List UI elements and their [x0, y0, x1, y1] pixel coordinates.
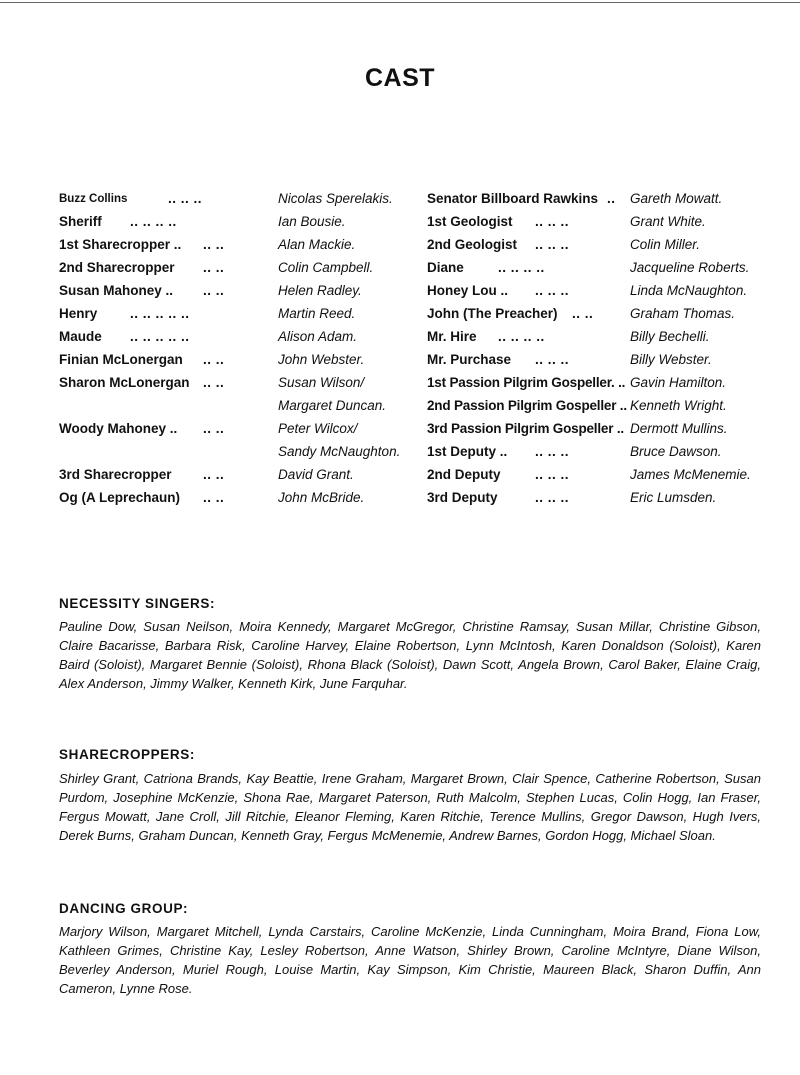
leader-dots: .. .. .. .. ..	[130, 306, 190, 321]
leader-dots: .. .. .. .. ..	[130, 329, 190, 344]
role-name: Finian McLonergan	[59, 352, 183, 367]
leader-dots: .. ..	[572, 306, 594, 321]
leader-dots: .. .. ..	[535, 467, 570, 482]
actor-name: Jacqueline Roberts.	[630, 260, 750, 275]
actor-name: Colin Miller.	[630, 237, 701, 252]
leader-dots: .. .. .. ..	[498, 329, 545, 344]
cast-row-right	[0, 488, 800, 508]
actor-name: James McMenemie.	[630, 467, 751, 482]
role-name: Sharon McLonergan	[59, 375, 190, 390]
actor-name: Martin Reed.	[278, 306, 356, 321]
actor-name: Gareth Mowatt.	[630, 191, 723, 206]
cast-list	[0, 189, 800, 519]
role-name: Diane	[427, 260, 464, 275]
actor-name: Dermott Mullins.	[630, 421, 728, 436]
section-names: Pauline Dow, Susan Neilson, Moira Kennedy, Margaret McGregor, Christine Ramsay, Susan Millar, Christine Gibson, Claire Bacarisse, Barbara Risk, Caroline Harvey, Elaine Robertson, Lynn McIntosh, Karen Donaldson (Soloist), Karen Baird (Soloist), Margaret Bennie (Soloist), Rhona Black (Soloist), Dawn Scott, Angela Brown, Carol Baker, Elaine Craig, Alex Anderson, Jimmy Walker, Kenneth Kirk, June Farquhar.	[59, 619, 761, 691]
actor-name: Billy Webster.	[630, 352, 712, 367]
actor-name: Kenneth Wright.	[630, 398, 727, 413]
cast-row-right	[0, 304, 800, 324]
cast-row-right	[0, 258, 800, 278]
role-name: 2nd Deputy	[427, 467, 501, 482]
leader-dots: .. .. .. ..	[130, 214, 177, 229]
leader-dots: .. .. .. ..	[498, 260, 545, 275]
leader-dots: .. ..	[203, 352, 225, 367]
role-name: Maude	[59, 329, 102, 344]
actor-name: John McBride.	[278, 490, 365, 505]
leader-dots: .. .. ..	[535, 283, 570, 298]
role-name: John (The Preacher)	[427, 306, 558, 321]
actor-name: Graham Thomas.	[630, 306, 736, 321]
section-names: Shirley Grant, Catriona Brands, Kay Beattie, Irene Graham, Margaret Brown, Clair Spence, Catherine Robertson, Susan Purdom, Josephine McKenzie, Shona Rae, Margaret Paterson, Ruth Malcolm, Stephen Lucas, Colin Hogg, Ian Fraser, Fergus Mowatt, Jane Croll, Jill Ritchie, Eleanor Fleming, Karen Ritchie, Terence Mullins, Gregor Dawson, Hugh Ivers, Derek Burns, Graham Duncan, Kenneth Gray, Fergus McMenemie, Andrew Barnes, Gordon Hogg, Michael Sloan.	[59, 771, 761, 843]
leader-dots: .. ..	[203, 490, 225, 505]
cast-row-right	[0, 327, 800, 347]
leader-dots: ..	[607, 191, 616, 206]
leader-dots: .. .. ..	[535, 444, 570, 459]
role-name: 2nd Geologist	[427, 237, 518, 252]
leader-dots: .. ..	[203, 283, 225, 298]
leader-dots: .. ..	[203, 467, 225, 482]
role-name: Mr. Hire	[427, 329, 477, 344]
role-name: Buzz Collins	[59, 193, 128, 205]
role-name: Honey Lou ..	[427, 283, 508, 298]
role-name: 1st Sharecropper ..	[59, 237, 182, 252]
role-name: Woody Mahoney ..	[59, 421, 178, 436]
role-name: Henry	[59, 306, 98, 321]
actor-name: Linda McNaughton.	[630, 283, 748, 298]
actor-name: Colin Campbell.	[278, 260, 374, 275]
section-names: Marjory Wilson, Margaret Mitchell, Lynda Carstairs, Caroline McKenzie, Linda Cunningham, Moira Brand, Fiona Low, Kathleen Grimes, Christine Kay, Lesley Robertson, Anne Watson, Shirley Brown, Caroline McIntyre, Diane Wilson, Beverley Anderson, Muriel Rough, Louise Martin, Kay Simpson, Kim Christie, Maureen Black, Sharon Duffin, Ann Cameron, Lynne Rose.	[59, 924, 761, 996]
leader-dots: .. .. ..	[535, 237, 570, 252]
cast-row-right	[0, 442, 800, 462]
actor-name: Sandy McNaughton.	[278, 444, 401, 459]
actor-name: Grant White.	[630, 214, 706, 229]
cast-row-right	[0, 350, 800, 370]
actor-name: David Grant.	[278, 467, 354, 482]
actor-name: Bruce Dawson.	[630, 444, 722, 459]
leader-dots: .. .. ..	[535, 352, 570, 367]
actor-name: Peter Wilcox/	[278, 421, 358, 436]
cast-row-right	[0, 189, 800, 209]
actor-name: Eric Lumsden.	[630, 490, 717, 505]
actor-name: Susan Wilson/	[278, 375, 365, 390]
role-name: Mr. Purchase	[427, 352, 512, 367]
role-name: 3rd Sharecropper	[59, 467, 172, 482]
role-name: 2nd Sharecropper	[59, 260, 175, 275]
role-name: 2nd Passion Pilgrim Gospeller ..	[427, 398, 627, 413]
top-rule	[0, 2, 800, 3]
actor-name: John Webster.	[278, 352, 365, 367]
actor-name: Alison Adam.	[278, 329, 358, 344]
cast-row-right	[0, 373, 800, 393]
page-title: CAST	[364, 64, 436, 92]
cast-row-right	[0, 212, 800, 232]
leader-dots: .. .. ..	[168, 191, 203, 206]
role-name: 1st Passion Pilgrim Gospeller. ..	[427, 375, 626, 390]
cast-row-right	[0, 235, 800, 255]
leader-dots: .. ..	[203, 421, 225, 436]
role-name: Sheriff	[59, 214, 102, 229]
section-heading: NECESSITY SINGERS:	[59, 596, 216, 611]
role-name: 3rd Deputy	[427, 490, 498, 505]
role-name: Susan Mahoney ..	[59, 283, 174, 298]
leader-dots: .. ..	[203, 260, 225, 275]
leader-dots: .. .. ..	[535, 214, 570, 229]
cast-row-right	[0, 396, 800, 416]
actor-name: Helen Radley.	[278, 283, 362, 298]
section-heading: DANCING GROUP:	[59, 901, 189, 916]
cast-row-right	[0, 281, 800, 301]
role-name: Senator Billboard Rawkins	[427, 191, 599, 206]
role-name: 3rd Passion Pilgrim Gospeller ..	[427, 421, 624, 436]
leader-dots: .. .. ..	[535, 490, 570, 505]
section-heading: SHARECROPPERS:	[59, 747, 195, 762]
actor-name: Margaret Duncan.	[278, 398, 387, 413]
role-name: 1st Geologist	[427, 214, 513, 229]
cast-row-right	[0, 465, 800, 485]
actor-name: Ian Bousie.	[278, 214, 346, 229]
leader-dots: .. ..	[203, 375, 225, 390]
role-name: 1st Deputy ..	[427, 444, 508, 459]
cast-row-right	[0, 419, 800, 439]
actor-name: Nicolas Sperelakis.	[278, 191, 393, 206]
actor-name: Gavin Hamilton.	[630, 375, 727, 390]
role-name: Og (A Leprechaun)	[59, 490, 181, 505]
actor-name: Alan Mackie.	[278, 237, 356, 252]
leader-dots: .. ..	[203, 237, 225, 252]
actor-name: Billy Bechelli.	[630, 329, 710, 344]
